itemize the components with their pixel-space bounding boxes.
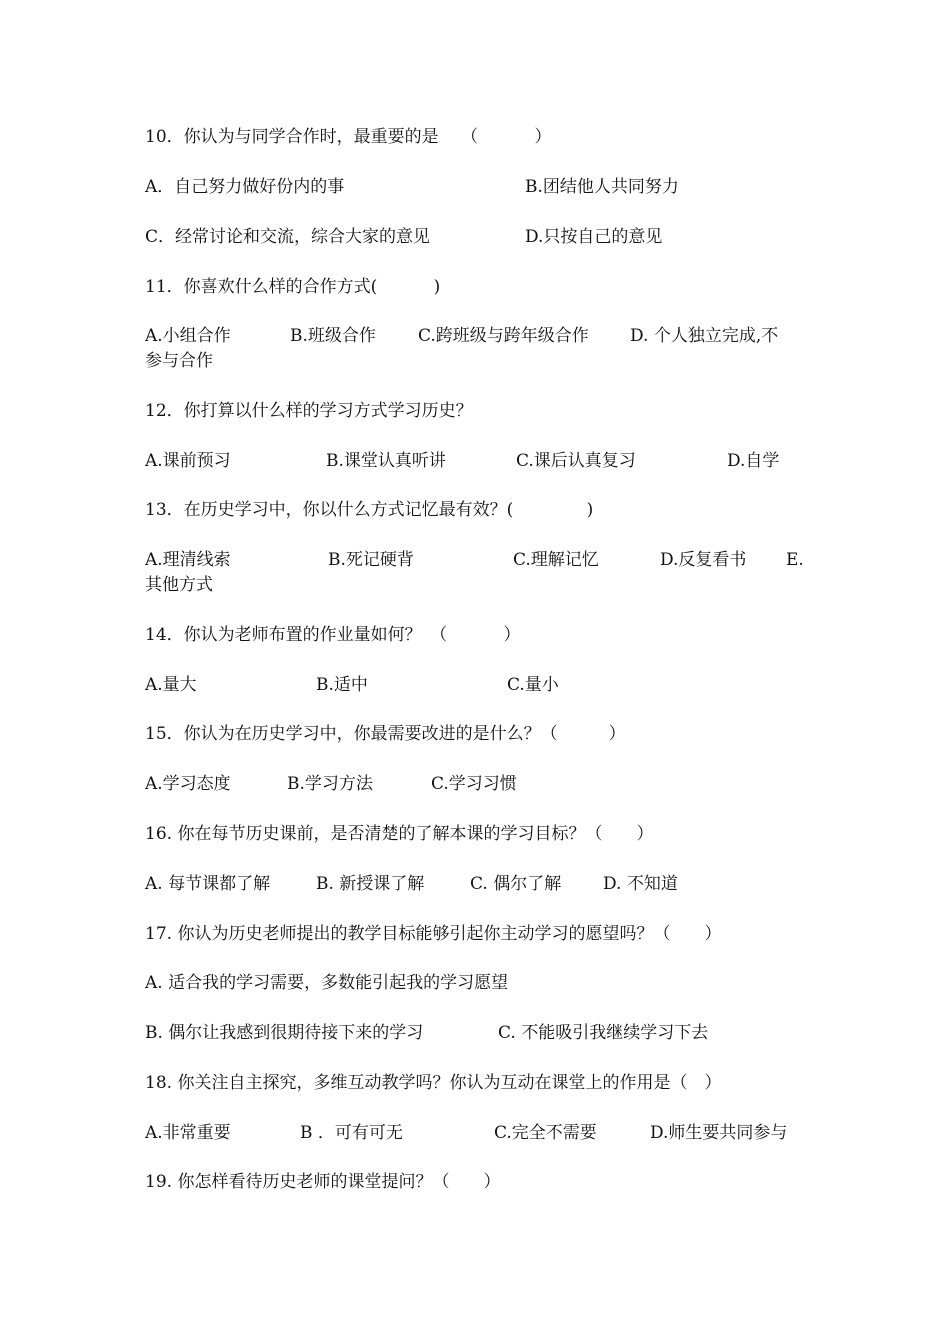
question-13-option-a: A.理清线索 xyxy=(145,550,231,570)
question-11-option-a: A.小组合作 xyxy=(145,326,231,346)
question-13-option-b: B.死记硬背 xyxy=(328,550,414,570)
question-12-option-d: D.自学 xyxy=(727,451,780,471)
question-11-option-d-continued: 参与合作 xyxy=(145,351,213,371)
question-14-stem: 14．你认为老师布置的作业量如何？ （ ） xyxy=(145,625,521,645)
question-17-stem: 17. 你认为历史老师提出的教学目标能够引起你主动学习的愿望吗？（ ） xyxy=(145,924,722,944)
question-16-option-c: C. 偶尔了解 xyxy=(470,874,562,894)
question-12-stem: 12．你打算以什么样的学习方式学习历史？ xyxy=(145,401,473,421)
question-14-option-b: B.适中 xyxy=(316,675,368,695)
question-15-stem: 15．你认为在历史学习中，你最需要改进的是什么？（ ） xyxy=(145,724,626,744)
question-11-stem: 11．你喜欢什么样的合作方式( ) xyxy=(145,277,441,297)
question-12-option-a: A.课前预习 xyxy=(145,451,231,471)
question-17-option-a: A. 适合我的学习需要，多数能引起我的学习愿望 xyxy=(145,973,509,993)
question-14-option-c: C.量小 xyxy=(507,675,559,695)
question-16-option-a: A. 每节课都了解 xyxy=(145,874,271,894)
question-11-option-c: C.跨班级与跨年级合作 xyxy=(418,326,589,346)
question-11-option-d: D. 个人独立完成,不 xyxy=(630,326,779,346)
question-15-option-b: B.学习方法 xyxy=(287,774,373,794)
question-18-option-a: A.非常重要 xyxy=(145,1123,231,1143)
question-16-option-d: D. 不知道 xyxy=(603,874,678,894)
question-18-option-b: B ．可有可无 xyxy=(300,1123,403,1143)
question-15-option-c: C.学习习惯 xyxy=(431,774,517,794)
question-10-option-d: D.只按自己的意见 xyxy=(525,227,663,247)
question-17-option-b: B. 偶尔让我感到很期待接下来的学习 xyxy=(145,1023,424,1043)
question-14-option-a: A.量大 xyxy=(145,675,197,695)
question-10-option-c: C．经常讨论和交流，综合大家的意见 xyxy=(145,227,431,247)
question-12-option-b: B.课堂认真听讲 xyxy=(326,451,446,471)
question-17-option-c: C. 不能吸引我继续学习下去 xyxy=(498,1023,709,1043)
question-13-option-e-continued: 其他方式 xyxy=(145,575,213,595)
question-16-stem: 16. 你在每节历史课前，是否清楚的了解本课的学习目标？（ ） xyxy=(145,824,654,844)
question-19-stem: 19. 你怎样看待历史老师的课堂提问？（ ） xyxy=(145,1172,501,1192)
question-13-option-d: D.反复看书 xyxy=(660,550,747,570)
question-10-option-a: A．自己努力做好份内的事 xyxy=(145,177,345,197)
question-11-option-b: B.班级合作 xyxy=(290,326,376,346)
question-16-option-b: B. 新授课了解 xyxy=(316,874,425,894)
question-15-option-a: A.学习态度 xyxy=(145,774,231,794)
question-18-option-d: D.师生要共同参与 xyxy=(650,1123,788,1143)
question-10-stem: 10．你认为与同学合作时，最重要的是 （ ） xyxy=(145,127,552,147)
question-13-stem: 13．在历史学习中，你以什么方式记忆最有效？( ) xyxy=(145,500,594,520)
question-13-option-c: C.理解记忆 xyxy=(513,550,599,570)
question-18-option-c: C.完全不需要 xyxy=(494,1123,597,1143)
question-12-option-c: C.课后认真复习 xyxy=(516,451,636,471)
question-10-option-b: B.团结他人共同努力 xyxy=(525,177,679,197)
question-18-stem: 18. 你关注自主探究，多维互动教学吗？你认为互动在课堂上的作用是（ ） xyxy=(145,1073,722,1093)
question-13-option-e: E. xyxy=(786,550,804,570)
